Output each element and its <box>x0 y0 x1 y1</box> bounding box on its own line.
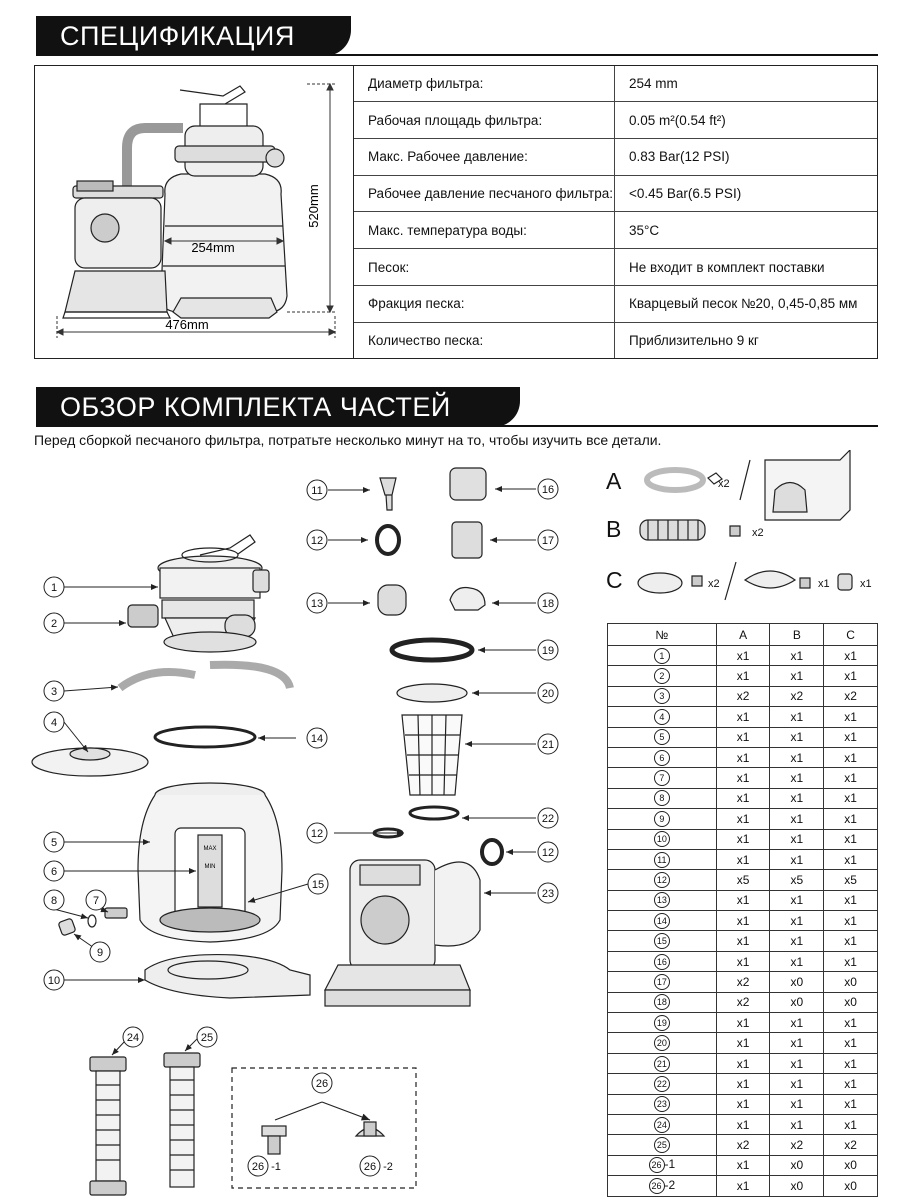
filter-dimension-illustration <box>35 66 354 358</box>
callout-22 <box>538 808 558 828</box>
qty-a: x1 <box>716 829 770 849</box>
kit-c-qty1: x2 <box>708 578 720 590</box>
qty-b: x1 <box>770 951 824 971</box>
qty-a: x1 <box>716 646 770 666</box>
qty-b: x0 <box>770 1176 824 1196</box>
kit-a-letter: A <box>606 468 622 494</box>
row-number: 26 -1 <box>608 1155 717 1175</box>
qty-a: x1 <box>716 890 770 910</box>
qty-c: x2 <box>824 1135 878 1155</box>
svg-text:24: 24 <box>126 1032 140 1044</box>
table-row <box>608 1155 878 1175</box>
table-row <box>608 829 878 849</box>
qty-b: x1 <box>770 1013 824 1033</box>
qty-a: x5 <box>716 870 770 890</box>
part-valve <box>128 535 269 652</box>
qty-a: x1 <box>716 849 770 869</box>
qty-a: x1 <box>716 911 770 931</box>
qty-b: x1 <box>770 788 824 808</box>
callout-15 <box>308 874 328 894</box>
qty-a: x1 <box>716 1074 770 1094</box>
part-nut <box>450 468 486 500</box>
dim-height-label: 520mm <box>306 184 321 228</box>
spec-row <box>354 212 877 249</box>
qty-a: x1 <box>716 1114 770 1134</box>
callout-18 <box>538 593 558 613</box>
row-number: 20 <box>608 1033 717 1053</box>
callout-10 <box>44 970 64 990</box>
part-drain-cap <box>58 918 76 936</box>
qty-b: x0 <box>770 1155 824 1175</box>
kit-b-qty: x2 <box>752 527 764 539</box>
row-number: 23 <box>608 1094 717 1114</box>
qty-b: x1 <box>770 849 824 869</box>
row-number: 2 <box>608 666 717 686</box>
spec-row <box>354 286 877 323</box>
svg-text:-2: -2 <box>383 1161 393 1173</box>
qty-a: x1 <box>716 1094 770 1114</box>
callout-9 <box>90 942 110 962</box>
qty-b: x1 <box>770 911 824 931</box>
row-number: 25 <box>608 1135 717 1155</box>
spec-value: 0.83 Bar(12 PSI) <box>615 138 878 175</box>
callout-4 <box>44 712 64 732</box>
qty-b: x2 <box>770 1135 824 1155</box>
part-26-2 <box>356 1122 384 1136</box>
table-row <box>608 727 878 747</box>
spec-label: Фракция песка: <box>354 286 615 323</box>
qty-a: x1 <box>716 747 770 767</box>
kit-c-qty2: x1 <box>818 578 830 590</box>
qty-a: x1 <box>716 809 770 829</box>
col-number: № <box>608 624 717 646</box>
row-number: 4 <box>608 707 717 727</box>
qty-c: x1 <box>824 707 878 727</box>
parts-intro-text: Перед сборкой песчаного фильтра, потратьте несколько минут на то, чтобы изучить все детали. <box>34 432 662 448</box>
spec-value: 0.05 m²(0.54 ft²) <box>615 102 878 139</box>
table-row <box>608 890 878 910</box>
table-row <box>608 1135 878 1155</box>
kit-b-pool <box>640 520 705 540</box>
qty-a: x1 <box>716 1176 770 1196</box>
callout-12b <box>307 823 327 843</box>
qty-c: x1 <box>824 747 878 767</box>
qty-b: x1 <box>770 1074 824 1094</box>
callout-17 <box>538 530 558 550</box>
qty-c: x1 <box>824 1033 878 1053</box>
kit-b-clamp <box>730 526 740 536</box>
svg-text:20: 20 <box>541 688 555 700</box>
part-lid-ring <box>392 640 472 660</box>
qty-b: x1 <box>770 707 824 727</box>
callout-11 <box>307 480 327 500</box>
part-hose-clamp <box>450 588 485 611</box>
row-number: 16 <box>608 951 717 971</box>
qty-c: x5 <box>824 870 878 890</box>
part-clamp-right <box>210 665 290 688</box>
row-number: 22 <box>608 1074 717 1094</box>
callout-24 <box>123 1027 143 1047</box>
kit-c-item <box>638 573 682 593</box>
table-row <box>608 1114 878 1134</box>
table-row <box>608 809 878 829</box>
qty-b: x1 <box>770 666 824 686</box>
qty-b: x1 <box>770 809 824 829</box>
qty-b: x0 <box>770 992 824 1012</box>
svg-text:17: 17 <box>541 535 555 547</box>
qty-a: x1 <box>716 1013 770 1033</box>
qty-a: x1 <box>716 931 770 951</box>
callout-26-1 <box>248 1156 281 1176</box>
spec-label: Диаметр фильтра: <box>354 66 615 102</box>
table-row <box>608 992 878 1012</box>
row-number: 18 <box>608 992 717 1012</box>
qty-a: x1 <box>716 788 770 808</box>
row-number: 3 <box>608 686 717 706</box>
qty-b: x5 <box>770 870 824 890</box>
qty-b: x1 <box>770 1094 824 1114</box>
svg-text:1: 1 <box>50 582 58 594</box>
spec-value: Не входит в комплект поставки <box>615 249 878 286</box>
qty-c: x1 <box>824 788 878 808</box>
spec-value: Приблизительно 9 кг <box>629 332 759 348</box>
row-number: 10 <box>608 829 717 849</box>
part-pump <box>325 860 480 1006</box>
table-row <box>608 788 878 808</box>
svg-text:12: 12 <box>310 828 324 840</box>
part-connector <box>452 522 482 558</box>
row-number: 26 -2 <box>608 1176 717 1196</box>
count-table-header <box>608 624 878 646</box>
qty-c: x1 <box>824 829 878 849</box>
spec-label: Количество песка: <box>354 322 615 358</box>
col-b: B <box>770 624 824 646</box>
qty-c: x1 <box>824 666 878 686</box>
table-row <box>608 972 878 992</box>
qty-c: x0 <box>824 1176 878 1196</box>
qty-c: x1 <box>824 646 878 666</box>
row-number: 24 <box>608 1114 717 1134</box>
part-drain-plug <box>105 908 127 918</box>
svg-text:7: 7 <box>92 895 100 907</box>
table-row <box>608 911 878 931</box>
callout-7 <box>86 890 106 910</box>
col-a: A <box>716 624 770 646</box>
qty-c: x0 <box>824 972 878 992</box>
svg-text:19: 19 <box>541 645 555 657</box>
qty-c: x1 <box>824 1074 878 1094</box>
spec-value: <0.45 Bar(6.5 PSI) <box>615 175 878 212</box>
table-row <box>608 849 878 869</box>
table-row <box>608 1033 878 1053</box>
spec-value: 35°C <box>615 212 878 249</box>
callout-12c <box>538 842 558 862</box>
kit-a-ring <box>647 470 703 490</box>
spec-label: Макс. температура воды: <box>354 212 615 249</box>
table-row <box>608 1074 878 1094</box>
callout-8 <box>44 890 64 910</box>
qty-b: x1 <box>770 1053 824 1073</box>
spec-box <box>34 65 878 359</box>
svg-text:26: 26 <box>251 1161 265 1173</box>
dim-total-label: 476mm <box>165 317 209 332</box>
parts-section-title: ОБЗОР КОМПЛЕКТА ЧАСТЕЙ <box>36 387 520 427</box>
row-number: 8 <box>608 788 717 808</box>
callout-19 <box>538 640 558 660</box>
qty-b: x1 <box>770 646 824 666</box>
qty-a: x2 <box>716 992 770 1012</box>
part-clamp-left <box>120 672 195 688</box>
svg-text:9: 9 <box>96 947 104 959</box>
kit-c-cover <box>745 571 795 588</box>
svg-text:6: 6 <box>50 866 58 878</box>
table-row <box>608 951 878 971</box>
spec-label: Макс. Рабочее давление: <box>354 138 615 175</box>
qty-b: x1 <box>770 1033 824 1053</box>
svg-text:14: 14 <box>310 733 324 745</box>
row-number: 21 <box>608 1053 717 1073</box>
svg-text:8: 8 <box>50 895 58 907</box>
svg-text:2: 2 <box>50 618 58 630</box>
gauge-max-label: MAX <box>203 846 217 852</box>
part-tank-base <box>145 955 310 998</box>
qty-a: x1 <box>716 1155 770 1175</box>
spec-label: Рабочее давление песчаного фильтра: <box>354 175 615 212</box>
table-row <box>608 686 878 706</box>
callout-21 <box>538 734 558 754</box>
spec-row <box>354 138 877 175</box>
row-number: 17 <box>608 972 717 992</box>
qty-b: x0 <box>770 972 824 992</box>
kit-variants <box>600 450 900 620</box>
part-26-1 <box>262 1126 286 1154</box>
spec-label: Песок: <box>354 249 615 286</box>
svg-text:25: 25 <box>200 1032 214 1044</box>
svg-text:22: 22 <box>541 813 555 825</box>
svg-text:26: 26 <box>315 1078 329 1090</box>
callout-26 <box>312 1073 332 1093</box>
svg-text:10: 10 <box>47 975 61 987</box>
qty-c: x0 <box>824 992 878 1012</box>
row-number: 5 <box>608 727 717 747</box>
kit-a-qty: x2 <box>718 478 730 490</box>
svg-text:13: 13 <box>310 598 324 610</box>
qty-a: x1 <box>716 1033 770 1053</box>
part-plug <box>378 585 406 615</box>
part-diffuser <box>32 748 148 776</box>
kit-b-letter: B <box>606 516 622 542</box>
svg-text:4: 4 <box>50 717 58 729</box>
table-row <box>608 666 878 686</box>
part-tank <box>138 783 282 942</box>
callout-6 <box>44 861 64 881</box>
svg-text:-1: -1 <box>271 1161 281 1173</box>
spec-row <box>354 66 877 102</box>
callout-5 <box>44 832 64 852</box>
qty-b: x1 <box>770 727 824 747</box>
svg-text:11: 11 <box>311 485 323 497</box>
svg-text:12: 12 <box>541 847 555 859</box>
row-number: 15 <box>608 931 717 951</box>
part-strainer-basket <box>402 715 462 795</box>
svg-text:21: 21 <box>541 739 555 751</box>
svg-text:3: 3 <box>50 686 58 698</box>
part-hose-2 <box>164 1053 200 1187</box>
spec-table <box>354 66 877 358</box>
row-number: 6 <box>608 747 717 767</box>
qty-a: x1 <box>716 768 770 788</box>
qty-a: x2 <box>716 972 770 992</box>
qty-c: x1 <box>824 1114 878 1134</box>
qty-b: x1 <box>770 1114 824 1134</box>
callout-16 <box>538 479 558 499</box>
qty-a: x1 <box>716 707 770 727</box>
row-number: 14 <box>608 911 717 931</box>
qty-c: x0 <box>824 1155 878 1175</box>
callout-2 <box>44 613 64 633</box>
qty-a: x2 <box>716 686 770 706</box>
spec-label: Рабочая площадь фильтра: <box>354 102 615 139</box>
row-number: 9 <box>608 809 717 829</box>
part-basket-ring <box>410 807 458 819</box>
part-gasket-side <box>482 840 502 864</box>
row-number: 12 <box>608 870 717 890</box>
svg-text:12: 12 <box>310 535 324 547</box>
part-hose-1 <box>90 1057 126 1195</box>
qty-b: x1 <box>770 829 824 849</box>
callout-1 <box>44 577 64 597</box>
qty-c: x1 <box>824 1053 878 1073</box>
qty-c: x1 <box>824 727 878 747</box>
qty-c: x1 <box>824 768 878 788</box>
table-row <box>608 646 878 666</box>
svg-text:5: 5 <box>50 837 58 849</box>
qty-c: x1 <box>824 809 878 829</box>
qty-c: x1 <box>824 849 878 869</box>
callout-23 <box>538 883 558 903</box>
qty-c: x1 <box>824 890 878 910</box>
qty-c: x2 <box>824 686 878 706</box>
spec-value: 254 mm <box>615 66 878 102</box>
svg-text:23: 23 <box>541 888 555 900</box>
qty-c: x1 <box>824 1094 878 1114</box>
table-row <box>608 1094 878 1114</box>
callout-13 <box>307 593 327 613</box>
table-row <box>608 1053 878 1073</box>
qty-a: x2 <box>716 1135 770 1155</box>
row-number: 13 <box>608 890 717 910</box>
kit-c-letter: C <box>606 567 623 593</box>
table-row <box>608 1013 878 1033</box>
gauge-min-label: MIN <box>204 864 216 870</box>
header-rule <box>36 54 878 56</box>
table-row <box>608 707 878 727</box>
qty-a: x1 <box>716 727 770 747</box>
qty-a: x1 <box>716 666 770 686</box>
qty-c: x1 <box>824 931 878 951</box>
qty-c: x1 <box>824 1013 878 1033</box>
qty-b: x1 <box>770 890 824 910</box>
svg-text:15: 15 <box>311 879 325 891</box>
parts-exploded-diagram <box>0 450 600 1200</box>
part-gasket <box>377 526 399 554</box>
table-row <box>608 1176 878 1196</box>
qty-b: x1 <box>770 747 824 767</box>
dim-width-label: 254mm <box>191 240 235 255</box>
part-o-ring <box>155 727 255 747</box>
table-row <box>608 870 878 890</box>
spec-row <box>354 102 877 139</box>
part-hose-adapter <box>380 478 396 510</box>
qty-b: x1 <box>770 931 824 951</box>
header-rule <box>36 425 878 427</box>
spec-value: Кварцевый песок №20, 0,45-0,85 мм <box>615 286 878 323</box>
qty-b: x2 <box>770 686 824 706</box>
callout-25 <box>197 1027 217 1047</box>
row-number: 7 <box>608 768 717 788</box>
svg-text:18: 18 <box>541 598 555 610</box>
callout-3 <box>44 681 64 701</box>
col-c: C <box>824 624 878 646</box>
qty-c: x1 <box>824 951 878 971</box>
part-drain-ring <box>88 915 96 927</box>
table-row <box>608 747 878 767</box>
qty-a: x1 <box>716 1053 770 1073</box>
callout-20 <box>538 683 558 703</box>
table-row <box>608 931 878 951</box>
kit-c-qty3: x1 <box>860 578 872 590</box>
table-row <box>608 768 878 788</box>
callout-14 <box>307 728 327 748</box>
qty-b: x1 <box>770 768 824 788</box>
callout-12 <box>307 530 327 550</box>
part-pump-lid <box>397 684 467 702</box>
callout-26-2 <box>360 1156 393 1176</box>
row-number: 19 <box>608 1013 717 1033</box>
row-number: 1 <box>608 646 717 666</box>
spec-row <box>354 175 877 212</box>
row-number: 11 <box>608 849 717 869</box>
spec-row <box>354 322 877 358</box>
svg-text:26: 26 <box>363 1161 377 1173</box>
svg-text:16: 16 <box>541 484 555 496</box>
spec-row <box>354 249 877 286</box>
spec-section-title: СПЕЦИФИКАЦИЯ <box>36 16 351 56</box>
qty-c: x1 <box>824 911 878 931</box>
kit-count-table <box>607 623 878 1197</box>
qty-a: x1 <box>716 951 770 971</box>
